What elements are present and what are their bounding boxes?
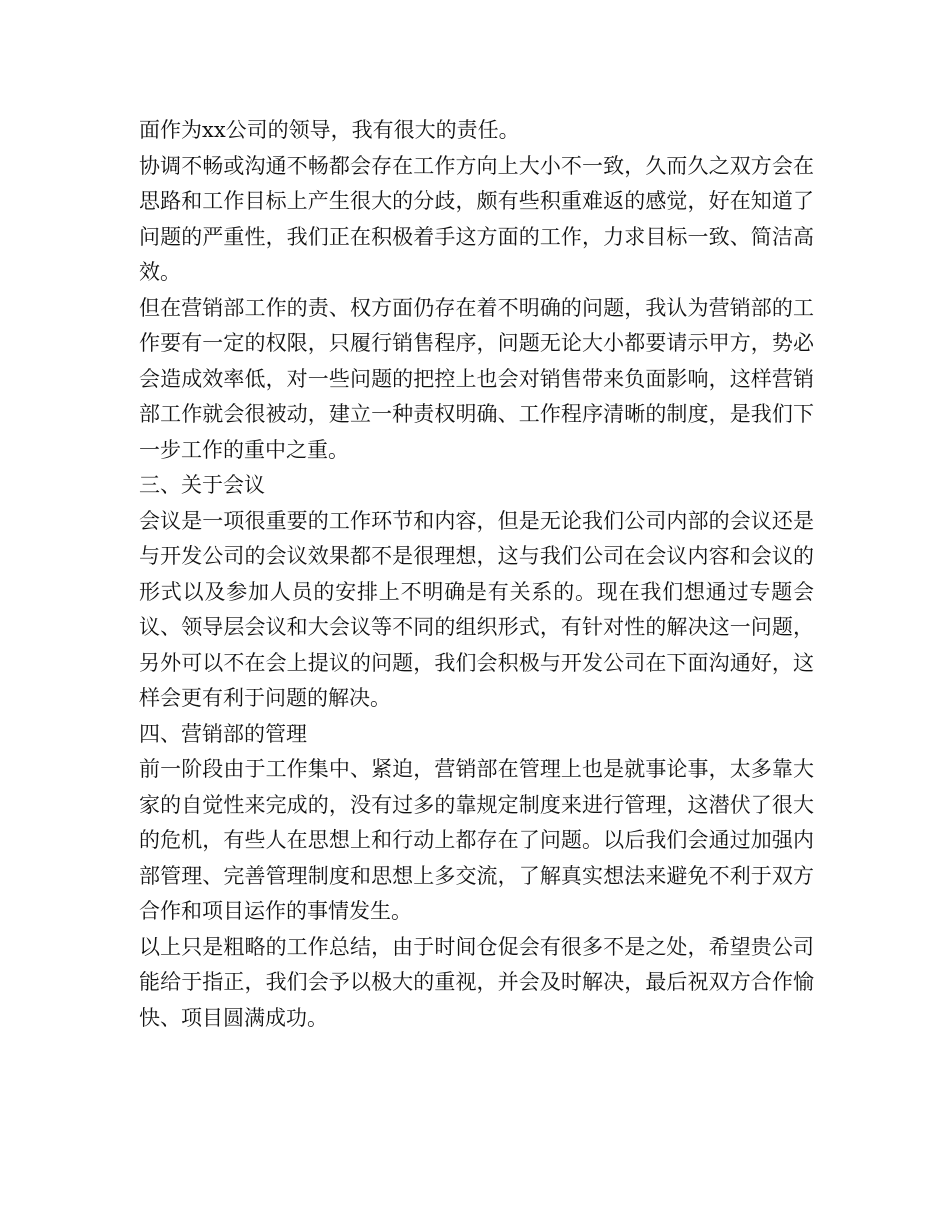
paragraph-meetings: 会议是一项很重要的工作环节和内容，但是无论我们公司内部的会议还是与开发公司的会议效果都不是很理想，这与我们公司在会议内容和会议的形式以及参加人员的安排上不明确是有关系的。现在我们想通过专题会议、领导层会议和大会议等不同的组织形式，有针对性的解决这一问题，另外可以不在会上提议的问题，我们会积极与开发公司在下面沟通好，这样会更有利于问题的解决。 bbox=[139, 508, 814, 710]
paragraph-coordination: 协调不畅或沟通不畅都会存在工作方向上大小不一致，久而久之双方会在思路和工作目标上产生很大的分歧，颇有些积重难返的感觉，好在知道了问题的严重性，我们正在积极着手这方面的工作，力求目标一致、简洁高效。 bbox=[139, 153, 814, 284]
section-heading-management: 四、营销部的管理 bbox=[139, 721, 307, 746]
paragraph-continuation: 面作为xx公司的领导，我有很大的责任。 bbox=[139, 118, 520, 142]
document-body bbox=[139, 113, 814, 1036]
section-heading-meetings: 三、关于会议 bbox=[139, 473, 265, 497]
paragraph-responsibility: 但在营销部工作的责、权方面仍存在着不明确的问题，我认为营销部的工作要有一定的权限，只履行销售程序，问题无论大小都要请示甲方，势必会造成效率低，对一些问题的把控上也会对销售带来负面影响，这样营销部工作就会很被动，建立一种责权明确、工作程序清晰的制度，是我们下一步工作的重中之重。 bbox=[139, 295, 814, 462]
paragraph-management: 前一阶段由于工作集中、紧迫，营销部在管理上也是就事论事，太多靠大家的自觉性来完成的，没有过多的靠规定制度来进行管理，这潜伏了很大的危机，有些人在思想上和行动上都存在了问题。以后我们会通过加强内部管理、完善管理制度和思想上多交流，了解真实想法来避免不利于双方合作和项目运作的事情发生。 bbox=[139, 757, 814, 923]
paragraph-conclusion: 以上只是粗略的工作总结，由于时间仓促会有很多不是之处，希望贵公司能给于指正，我们会予以极大的重视，并会及时解决，最后祝双方合作愉快、项目圆满成功。 bbox=[139, 934, 814, 1030]
